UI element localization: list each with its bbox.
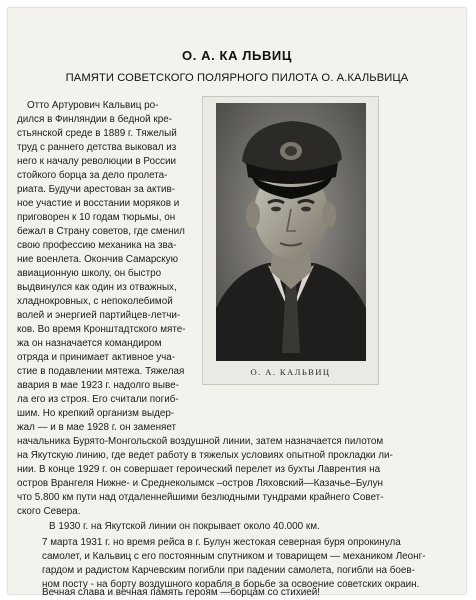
column-line: бежал в Страну советов, где сменил (17, 226, 185, 237)
column-line: выдвинулся как один из отважных, (17, 282, 177, 293)
column-line: волей и энергией партийцев-летчи- (17, 310, 181, 321)
portrait-photo (202, 96, 379, 385)
full-line: остров Врангеля Нижне- и Среднеколымск –остров Ляховский—Казачье–Булун (17, 478, 384, 489)
closing-line: Вечная слава и вечная память героям —борцам со стихией! (42, 587, 321, 598)
column-line: Отто Артурович Кальвиц ро- (27, 100, 159, 111)
paragraph-3-line: гардом и радистом Карчевским погибли при падении самолета, погибли на боев- (42, 565, 415, 576)
full-line: что 5.800 км пути над отдаленнейшими безлюдными тундрами крайнего Совет- (17, 492, 384, 503)
column-line: авиационную школу, он быстро (17, 268, 162, 279)
column-line: стьянской среде в 1889 г. Тяжелый (17, 128, 177, 139)
column-line: стие в подавлении мятежа. Тяжелая (17, 366, 185, 377)
full-line: нии. В конце 1929 г. он совершает героический перелет из бухты Лаврентия на (17, 464, 381, 475)
column-line: жа он назначается командиром (17, 338, 162, 349)
document-page (8, 8, 466, 594)
paragraph-2: В 1930 г. на Якутской линии он покрывает около 40.000 км. (49, 521, 320, 532)
column-line: ков. Во время Кронштадтского мяте- (17, 324, 186, 335)
column-line: авария в мае 1923 г. надолго выве- (17, 380, 179, 391)
column-line: приговорен к 10 годам тюрьмы, он (17, 212, 176, 223)
column-line: шим. Но крепкий организм выдер- (17, 408, 175, 419)
column-line: риата. Будучи арестован за актив- (17, 184, 176, 195)
paragraph-3-line: 7 марта 1931 г. но время рейса в г. Булун жестокая северная буря опрокинула (42, 537, 401, 548)
portrait-image (216, 103, 366, 361)
paragraph-3-line: ном посту - на борту воздушного корабля в борьбе за освоение советских окраин. (42, 579, 420, 590)
full-line: ского Севера. (17, 506, 81, 517)
column-line: ла его из строя. Его считали погиб- (17, 394, 179, 405)
full-line: начальника Бурято-Монгольской воздушной линии, затем назначается пилотом (17, 436, 384, 447)
paragraph-3-line: самолет, и Кальвиц с его постоянным спутником и товарищем — механиком Леонг- (42, 551, 426, 562)
full-line: на Якутскую линию, где ведет работу в тяжелых условиях опытной прокладки ли- (17, 450, 393, 461)
article-title: ПАМЯТИ СОВЕТСКОГО ПОЛЯРНОГО ПИЛОТА О. А.КАЛЬВИЦА (65, 72, 409, 84)
column-line: него к началу революции в России (17, 156, 176, 167)
column-line: ное участие и восстании моряков и (17, 198, 180, 209)
column-line: труд с раннего детства выковал из (17, 142, 177, 153)
photo-caption: О. А. КАЛЬВИЦ (250, 367, 331, 377)
column-line: хладнокровных, с непоколебимой (17, 296, 173, 307)
column-line: жал — и в мае 1928 г. он заменяет (17, 422, 177, 433)
column-line: стойкого борца за дело пролета- (17, 170, 168, 181)
article-author: О. А. КА ЛЬВИЦ (182, 48, 292, 63)
column-line: отряда и принимает активное уча- (17, 352, 176, 363)
column-line: дился в Финляндии в бедной кре- (17, 114, 173, 125)
column-line: свою профессию механика на зва- (17, 240, 177, 251)
column-line: ние военлета. Окончив Самарскую (17, 254, 179, 265)
